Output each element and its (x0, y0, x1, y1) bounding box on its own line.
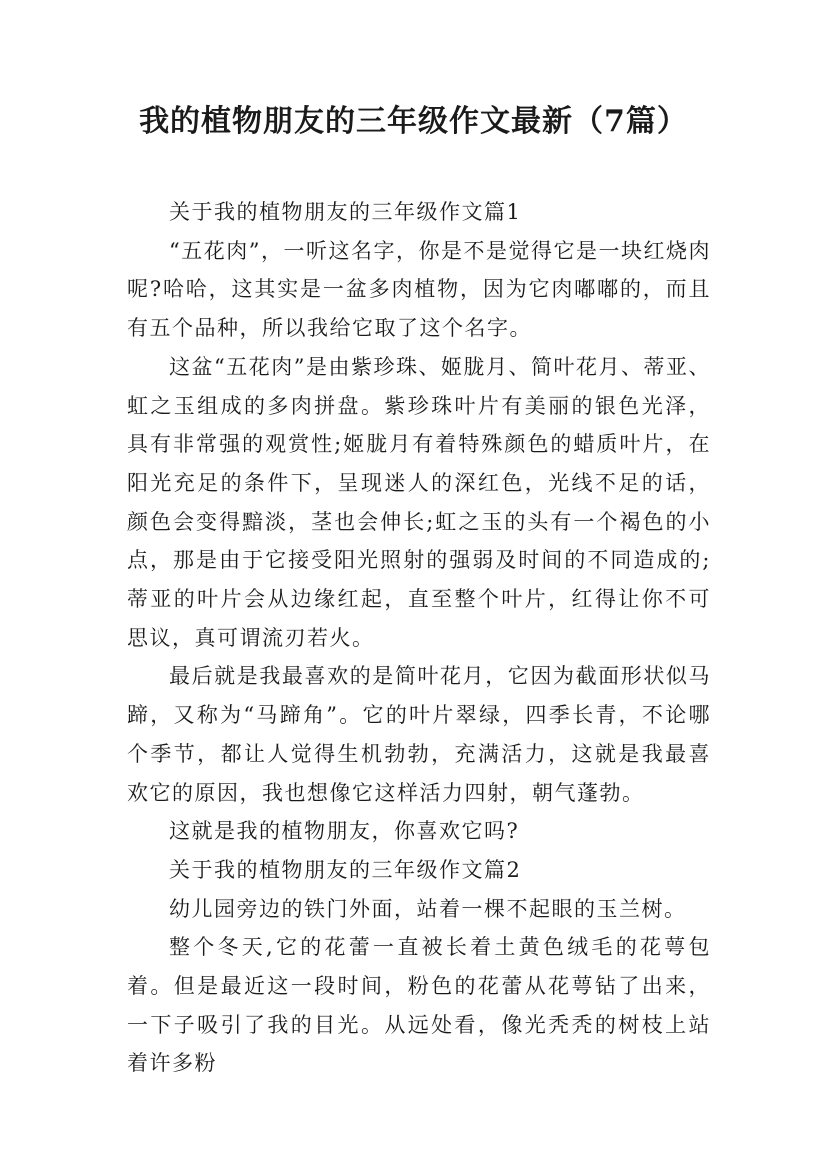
paragraph: 幼儿园旁边的铁门外面，站着一棵不起眼的玉兰树。 (169, 896, 687, 921)
paragraph: 这盆“五花肉”是由紫珍珠、姬胧月、简叶花月、蒂亚、虹之玉组成的多肉拼盘。紫珍珠叶片有美丽的银色光泽，具有非常强的观赏性;姬胧月有着特殊颜色的蜡质叶片，在阳光充足的条件下，呈现迷人的深红色，光线不足的话，颜色会变得黯淡，茎也会伸长;虹之玉的头有一个褐色的小点，那是由于它接受阳光照射的强弱及时间的不同造成的;蒂亚的叶片会从边缘红起，直至整个叶片，红得让你不可思议，真可谓流刃若火。 (127, 354, 711, 650)
paragraph: “五花肉”，一听这名字，你是不是觉得它是一块红烧肉呢?哈哈，这其实是一盆多肉植物，因为它肉嘟嘟的，而且有五个品种，所以我给它取了这个名字。 (127, 238, 711, 341)
paragraph: 整个冬天,它的花蕾一直被长着土黄色绒毛的花萼包着。但是最近这一段时间，粉色的花蕾从花萼钻了出来，一下子吸引了我的目光。从远处看，像光秃秃的树枝上站着许多粉 (127, 935, 711, 1076)
section-heading-1: 关于我的植物朋友的三年级作文篇1 (169, 200, 522, 224)
document-title: 我的植物朋友的三年级作文最新（7篇） (139, 104, 688, 139)
section-heading-2: 关于我的植物朋友的三年级作文篇2 (169, 857, 522, 882)
paragraph: 最后就是我最喜欢的是简叶花月，它因为截面形状似马蹄，又称为“马蹄角”。它的叶片翠绿，四季长青，不论哪个季节，都让人觉得生机勃勃，充满活力，这就是我最喜欢它的原因，我也想像它这样活力四射，朝气蓬勃。 (127, 664, 711, 805)
paragraph: 这就是我的植物朋友，你喜欢它吗? (169, 819, 520, 844)
document-body (127, 193, 711, 1083)
